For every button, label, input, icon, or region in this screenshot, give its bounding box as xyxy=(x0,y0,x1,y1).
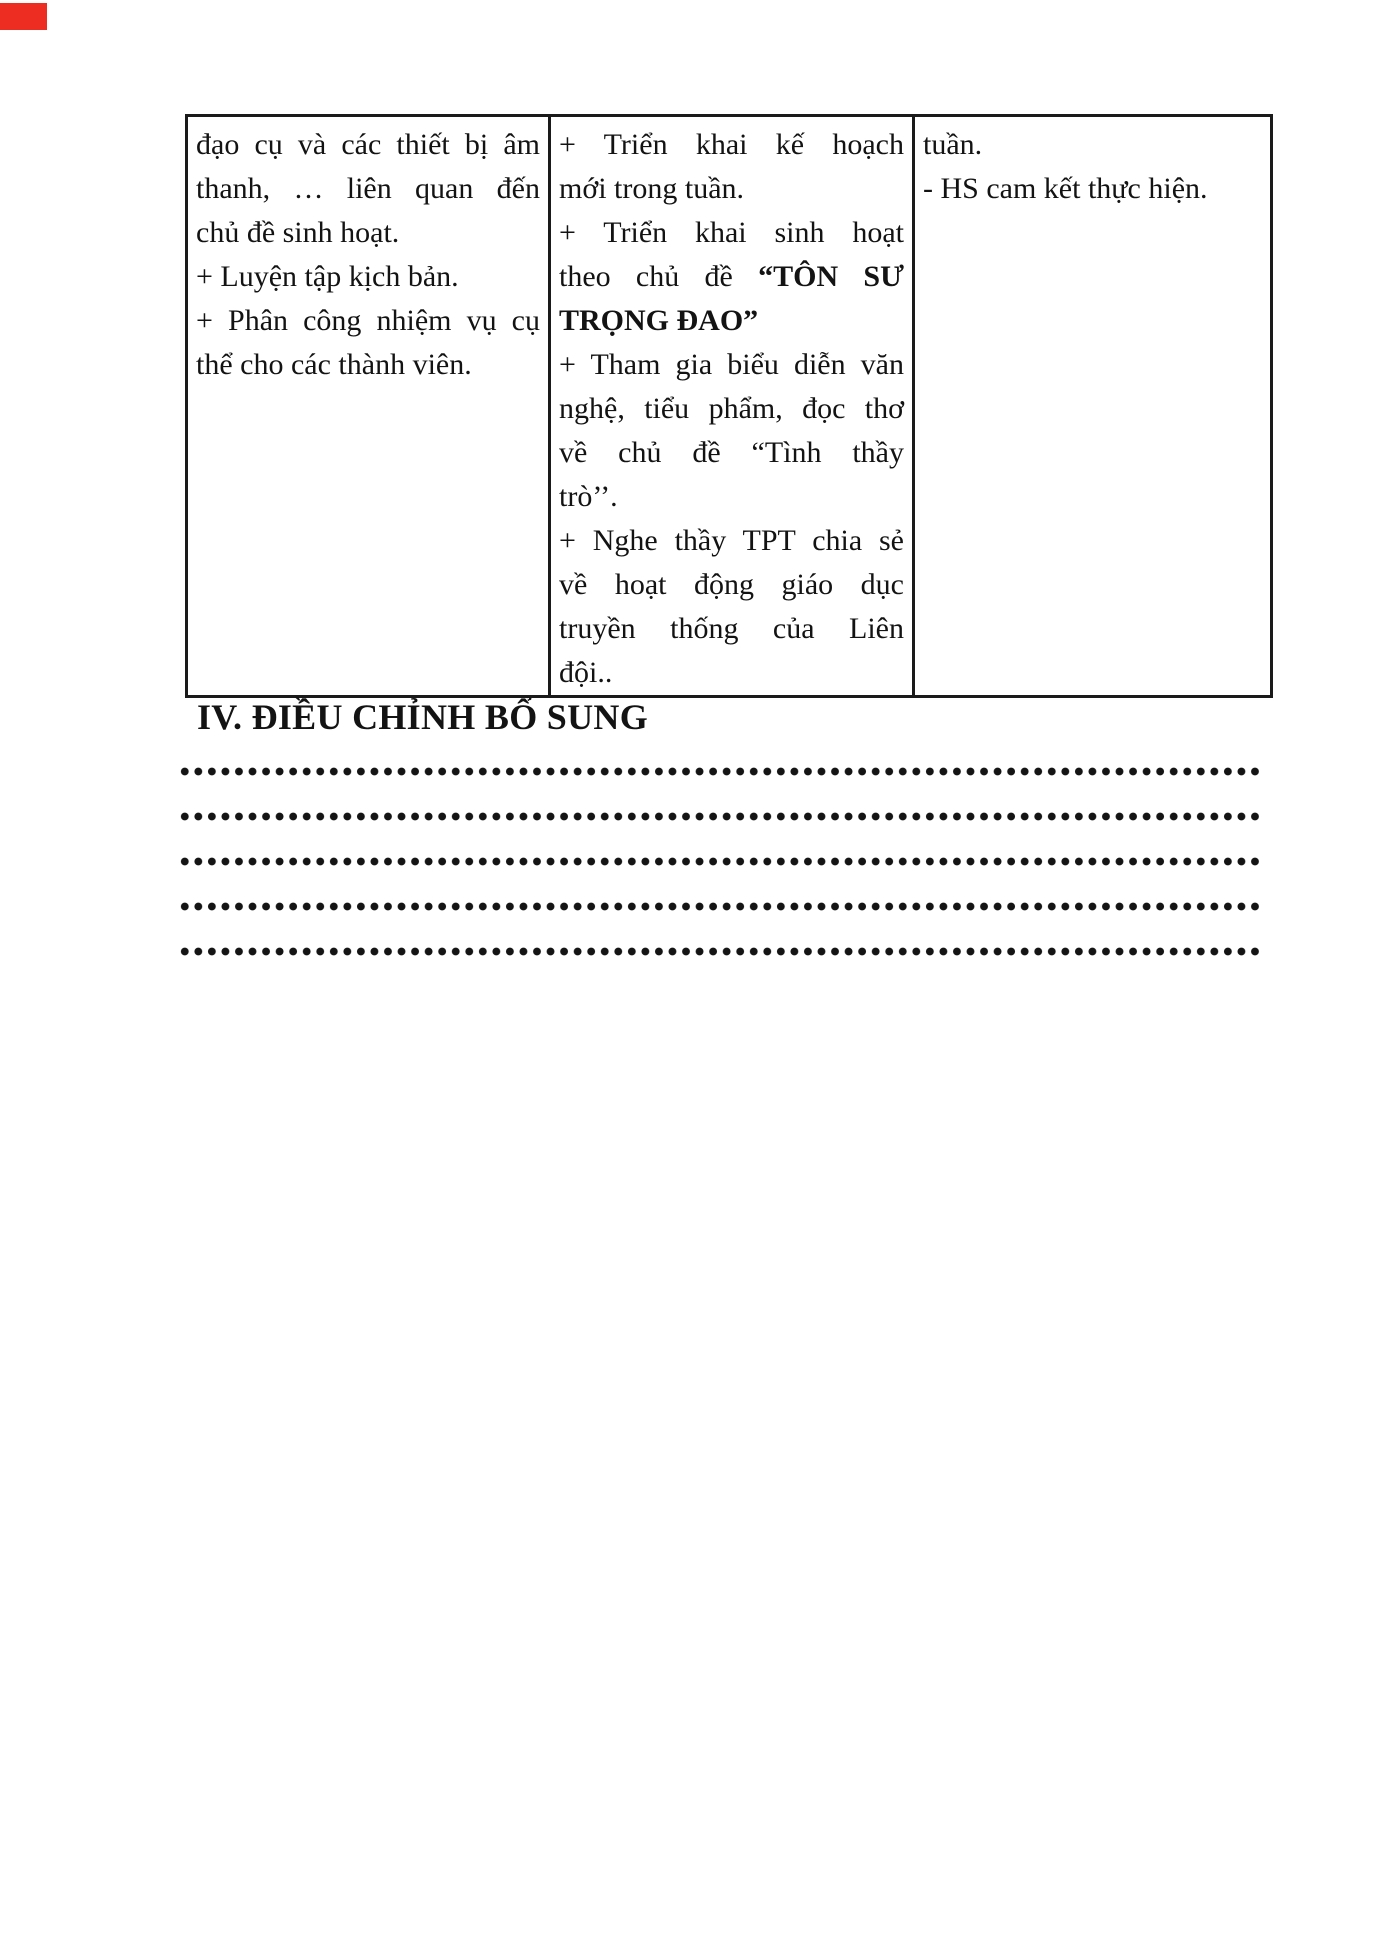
paragraph xyxy=(196,123,540,255)
text-run: nghệ, tiểu phẩm, đọc thơ xyxy=(559,392,904,425)
text-line xyxy=(559,475,904,519)
table-cell-activities xyxy=(551,117,912,695)
text-run: + Triển khai kế hoạch xyxy=(559,128,904,161)
text-run: chủ đề sinh hoạt. xyxy=(196,216,400,249)
text-line xyxy=(559,563,904,607)
paragraph xyxy=(923,123,1262,167)
text-run: + Tham gia biểu diễn văn xyxy=(559,348,904,381)
text-line xyxy=(559,343,904,387)
bold-text-run: “TÔN SƯ xyxy=(758,260,904,293)
text-run: mới trong tuần. xyxy=(559,172,745,205)
text-line xyxy=(196,299,540,343)
text-run: truyền thống của Liên xyxy=(559,612,904,645)
paragraph xyxy=(196,299,540,387)
dotted-line xyxy=(178,767,1262,776)
paragraph xyxy=(559,123,904,211)
paragraph xyxy=(923,167,1262,211)
text-line xyxy=(559,431,904,475)
text-run: về chủ đề “Tình thầy xyxy=(559,436,904,469)
text-line xyxy=(559,299,904,343)
text-run: thể cho các thành viên. xyxy=(196,348,472,381)
section-heading: IV. ĐIỀU CHỈNH BỔ SUNG xyxy=(197,697,649,737)
text-line xyxy=(196,343,540,387)
dotted-line xyxy=(178,902,1262,911)
text-run: đạo cụ và các thiết bị âm xyxy=(196,128,540,161)
text-line xyxy=(559,255,904,299)
text-line xyxy=(559,211,904,255)
text-line xyxy=(196,123,540,167)
paragraph xyxy=(559,211,904,343)
text-run: + Luyện tập kịch bản. xyxy=(196,260,459,293)
dotted-line xyxy=(178,812,1262,821)
text-line xyxy=(559,387,904,431)
text-run: về hoạt động giáo dục xyxy=(559,568,904,601)
text-run: + Triển khai sinh hoạt xyxy=(559,216,904,249)
dotted-line xyxy=(178,857,1262,866)
corner-marker xyxy=(0,3,47,30)
paragraph xyxy=(196,255,540,299)
table-cell-preparation xyxy=(188,117,548,695)
text-line xyxy=(923,123,1262,167)
paragraph xyxy=(559,519,904,695)
text-run: theo chủ đề xyxy=(559,260,759,293)
text-run: + Phân công nhiệm vụ cụ xyxy=(196,304,540,337)
paragraph xyxy=(559,343,904,519)
text-run: + Nghe thầy TPT chia sẻ xyxy=(559,524,904,557)
text-run: thanh, … liên quan đến xyxy=(196,172,540,205)
text-run: đội.. xyxy=(559,656,613,689)
text-run: tuần. xyxy=(923,128,983,161)
text-line xyxy=(559,651,904,695)
text-line xyxy=(196,255,540,299)
text-line xyxy=(559,519,904,563)
bold-text-run: TRỌNG ĐAO” xyxy=(559,304,759,337)
table-cell-outcome xyxy=(915,117,1270,695)
text-line xyxy=(559,167,904,211)
activity-table xyxy=(185,114,1273,698)
text-line xyxy=(559,123,904,167)
text-line xyxy=(923,167,1262,211)
text-line xyxy=(196,211,540,255)
dotted-line xyxy=(178,947,1262,956)
text-run: trò’’. xyxy=(559,480,618,513)
text-line xyxy=(559,607,904,651)
text-line xyxy=(196,167,540,211)
dotted-fill-lines xyxy=(178,767,1262,992)
text-run: - HS cam kết thực hiện. xyxy=(923,172,1208,205)
